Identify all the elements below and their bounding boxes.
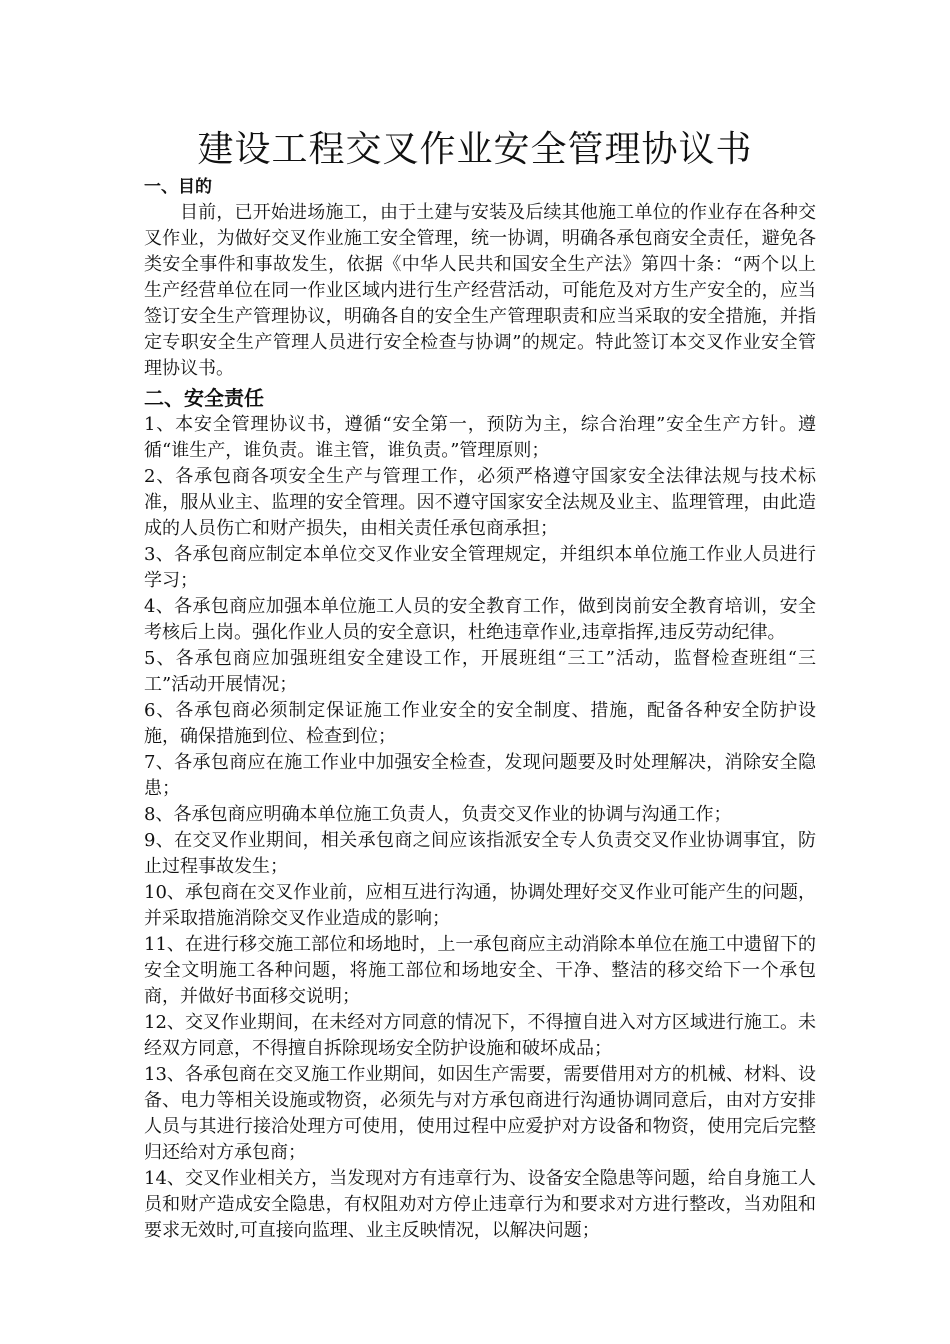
list-item: 14、交叉作业相关方，当发现对方有违章行为、设备安全隐患等问题，给自身施工人员和财产造成安全隐患，有权阻劝对方停止违章行为和要求对方进行整改，当劝阻和要求无效时,可直接向监理、业主反映情况，以解决问题； xyxy=(144,1168,816,1241)
list-item: 1、本安全管理协议书，遵循“安全第一，预防为主，综合治理”安全生产方针。遵循“谁生产，谁负责。谁主管，谁负责。”管理原则； xyxy=(144,414,816,461)
list-item: 11、在进行移交施工部位和场地时，上一承包商应主动消除本单位在施工中遗留下的安全文明施工各种问题，将施工部位和场地安全、干净、整洁的移交给下一个承包商，并做好书面移交说明； xyxy=(144,934,816,1007)
list-item: 6、各承包商必须制定保证施工作业安全的安全制度、措施，配备各种安全防护设施，确保措施到位、检查到位； xyxy=(144,700,816,747)
list-item: 10、承包商在交叉作业前，应相互进行沟通，协调处理好交叉作业可能产生的问题，并采取措施消除交叉作业造成的影响； xyxy=(144,882,816,929)
section-heading-responsibility: 二、安全责任 xyxy=(144,386,264,410)
responsibility-list xyxy=(144,412,816,1244)
section-heading-purpose: 一、目的 xyxy=(144,177,212,197)
list-item: 5、各承包商应加强班组安全建设工作，开展班组“三工”活动，监督检查班组“三工”活动开展情况； xyxy=(144,648,816,695)
list-item: 4、各承包商应加强本单位施工人员的安全教育工作，做到岗前安全教育培训，安全考核后上岗。强化作业人员的安全意识，杜绝违章作业,违章指挥,违反劳动纪律。 xyxy=(144,596,816,643)
list-item: 3、各承包商应制定本单位交叉作业安全管理规定，并组织本单位施工作业人员进行学习； xyxy=(144,544,816,591)
list-item: 8、各承包商应明确本单位施工负责人，负责交叉作业的协调与沟通工作； xyxy=(144,804,732,825)
purpose-paragraph: 目前，已开始进场施工，由于土建与安装及后续其他施工单位的作业存在各种交叉作业，为做好交叉作业施工安全管理，统一协调，明确各承包商安全责任，避免各类安全事件和事故发生，依据《中华人民共和国安全生产法》第四十条：“两个以上生产经营单位在同一作业区域内进行生产经营活动，可能危及对方生产安全的，应当签订安全生产管理协议，明确各自的安全生产管理职责和应当采取的安全措施，并指定专职安全生产管理人员进行安全检查与协调”的规定。特此签订本交叉作业安全管理协议书。 xyxy=(144,202,816,379)
list-item: 13、各承包商在交叉施工作业期间，如因生产需要，需要借用对方的机械、材料、设备、电力等相关设施或物资，必须先与对方承包商进行沟通协调同意后，由对方安排人员与其进行接洽处理方可使用，使用过程中应爱护对方设备和物资，使用完后完整归还给对方承包商； xyxy=(144,1064,816,1163)
list-item: 9、在交叉作业期间，相关承包商之间应该指派安全专人负责交叉作业协调事宜，防止过程事故发生； xyxy=(144,830,816,877)
list-item: 7、各承包商应在施工作业中加强安全检查，发现问题要及时处理解决，消除安全隐患； xyxy=(144,752,816,799)
list-item: 2、各承包商各项安全生产与管理工作，必须严格遵守国家安全法律法规与技术标准，服从业主、监理的安全管理。因不遵守国家安全法规及业主、监理管理，由此造成的人员伤亡和财产损失，由相关责任承包商承担； xyxy=(144,466,816,539)
document-title: 建设工程交叉作业安全管理协议书 xyxy=(197,129,753,170)
list-item: 12、交叉作业期间，在未经对方同意的情况下，不得擅自进入对方区域进行施工。未经双方同意，不得擅自拆除现场安全防护设施和破坏成品； xyxy=(144,1012,816,1059)
document-body xyxy=(144,174,816,1244)
